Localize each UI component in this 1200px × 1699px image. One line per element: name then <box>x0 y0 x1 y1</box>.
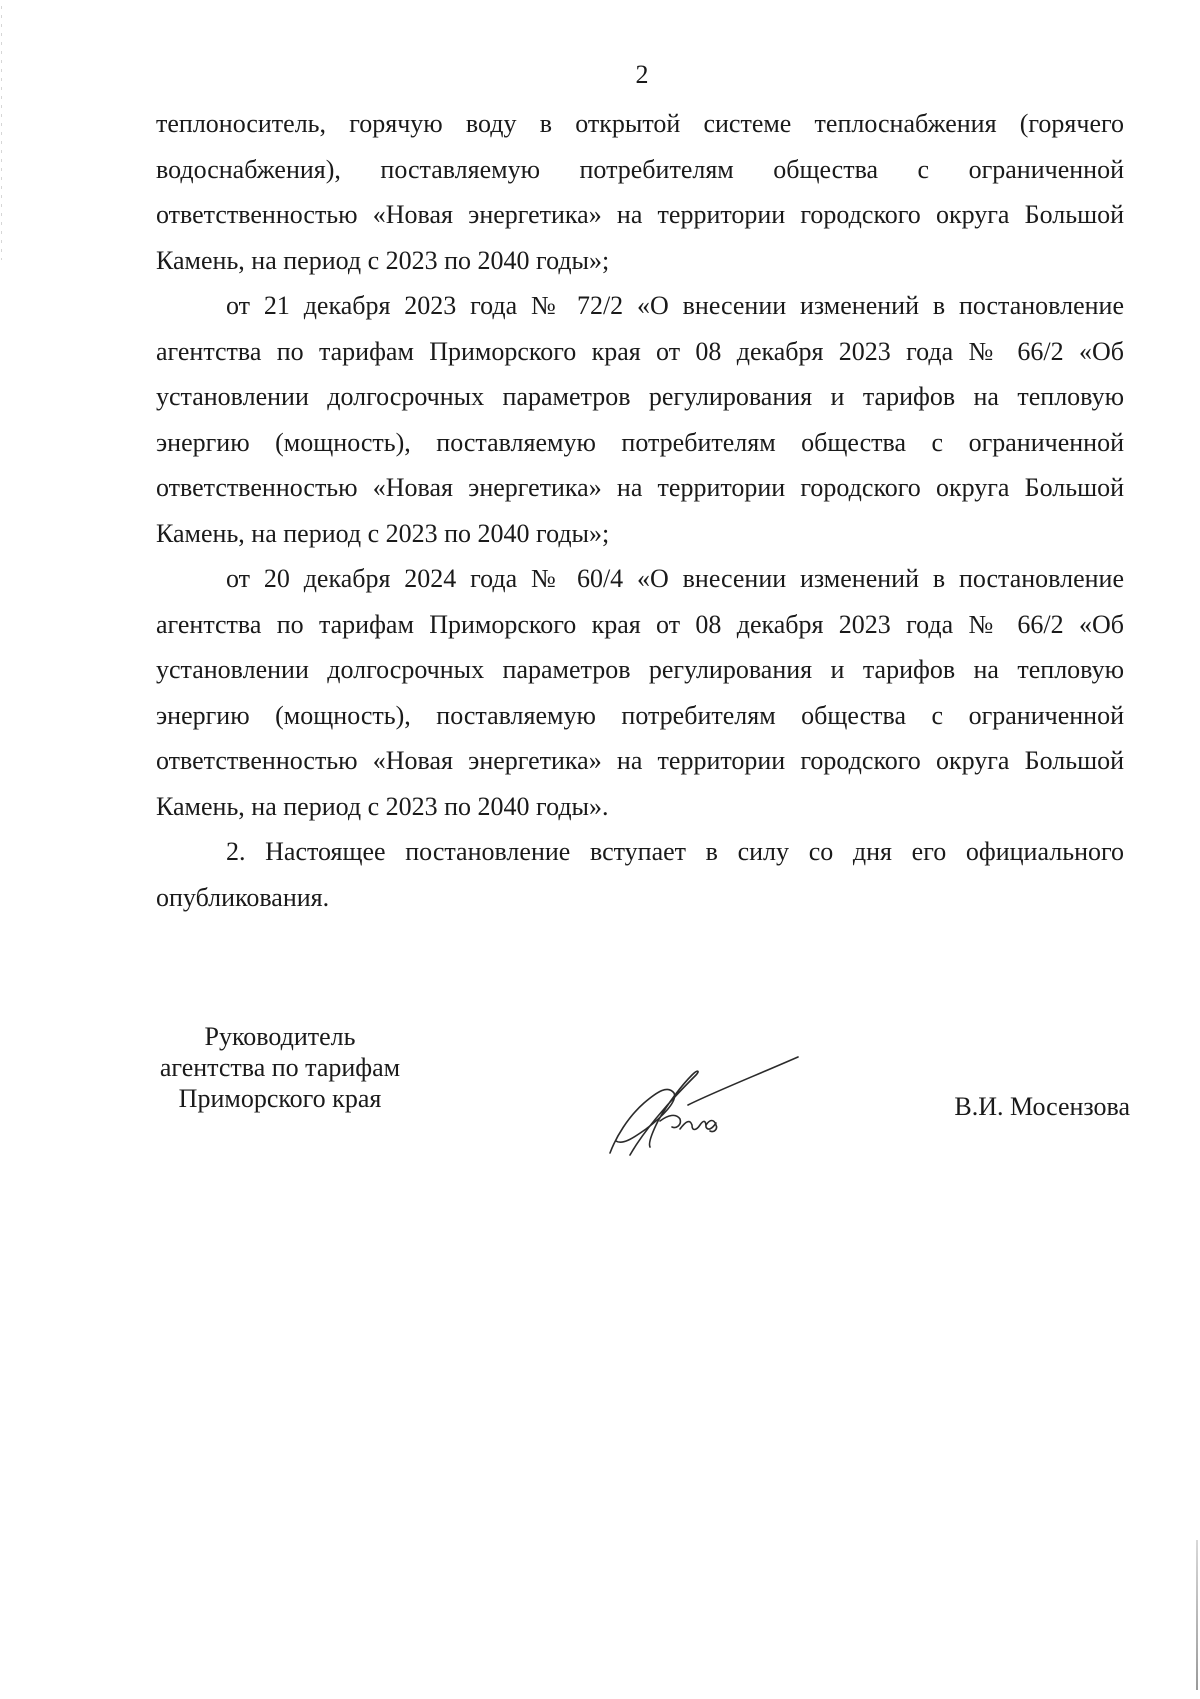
signatory-position <box>140 1021 420 1114</box>
paragraph: от 20 декабря 2024 года № 60/4 «О внесении изменений в постановление агентства по тарифам Приморского края от 08 декабря 2023 года № 66/2 «Об установлении долгосрочных параметров регулирования и тарифов на тепловую энергию (мощность), поставляемую потребителям общества с ограниченной ответственностью «Новая энергетика» на территории городского округа Большой Камень, на период с 2023 по 2040 годы». <box>156 564 1124 821</box>
paragraph: 2. Настоящее постановление вступает в силу со дня его официального опубликования. <box>156 837 1124 912</box>
signature-stroke <box>706 1121 717 1132</box>
paragraph: от 21 декабря 2023 года № 72/2 «О внесении изменений в постановление агентства по тарифам Приморского края от 08 декабря 2023 года № 66/2 «Об установлении долгосрочных параметров регулирования и тарифов на тепловую энергию (мощность), поставляемую потребителям общества с ограниченной ответственностью «Новая энергетика» на территории городского округа Большой Камень, на период с 2023 по 2040 годы»; <box>156 291 1124 548</box>
signature-stroke <box>688 1057 798 1105</box>
paragraph: теплоноситель, горячую воду в открытой системе теплоснабжения (горячего водоснабжения), поставляемую потребителям общества с ограниченной ответственностью «Новая энергетика» на территории городского округа Большой Камень, на период с 2023 по 2040 годы»; <box>156 109 1124 275</box>
signature-block <box>140 1021 1130 1151</box>
signatory-position-line: Руководитель <box>204 1022 356 1051</box>
signature-stroke <box>610 1089 675 1153</box>
handwritten-signature <box>602 1045 802 1165</box>
scan-edge-artifact <box>1196 1540 1198 1690</box>
page-number: 2 <box>635 60 649 89</box>
signatory-name: В.И. Мосензова <box>954 1092 1130 1121</box>
document-body <box>156 101 1124 920</box>
signatory-position-line: агентства по тарифам <box>159 1053 401 1082</box>
signature-stroke <box>680 1121 716 1129</box>
signature-stroke <box>660 1115 680 1127</box>
signatory-position-line: Приморского края <box>178 1084 382 1113</box>
scan-edge-artifact <box>1 0 2 260</box>
